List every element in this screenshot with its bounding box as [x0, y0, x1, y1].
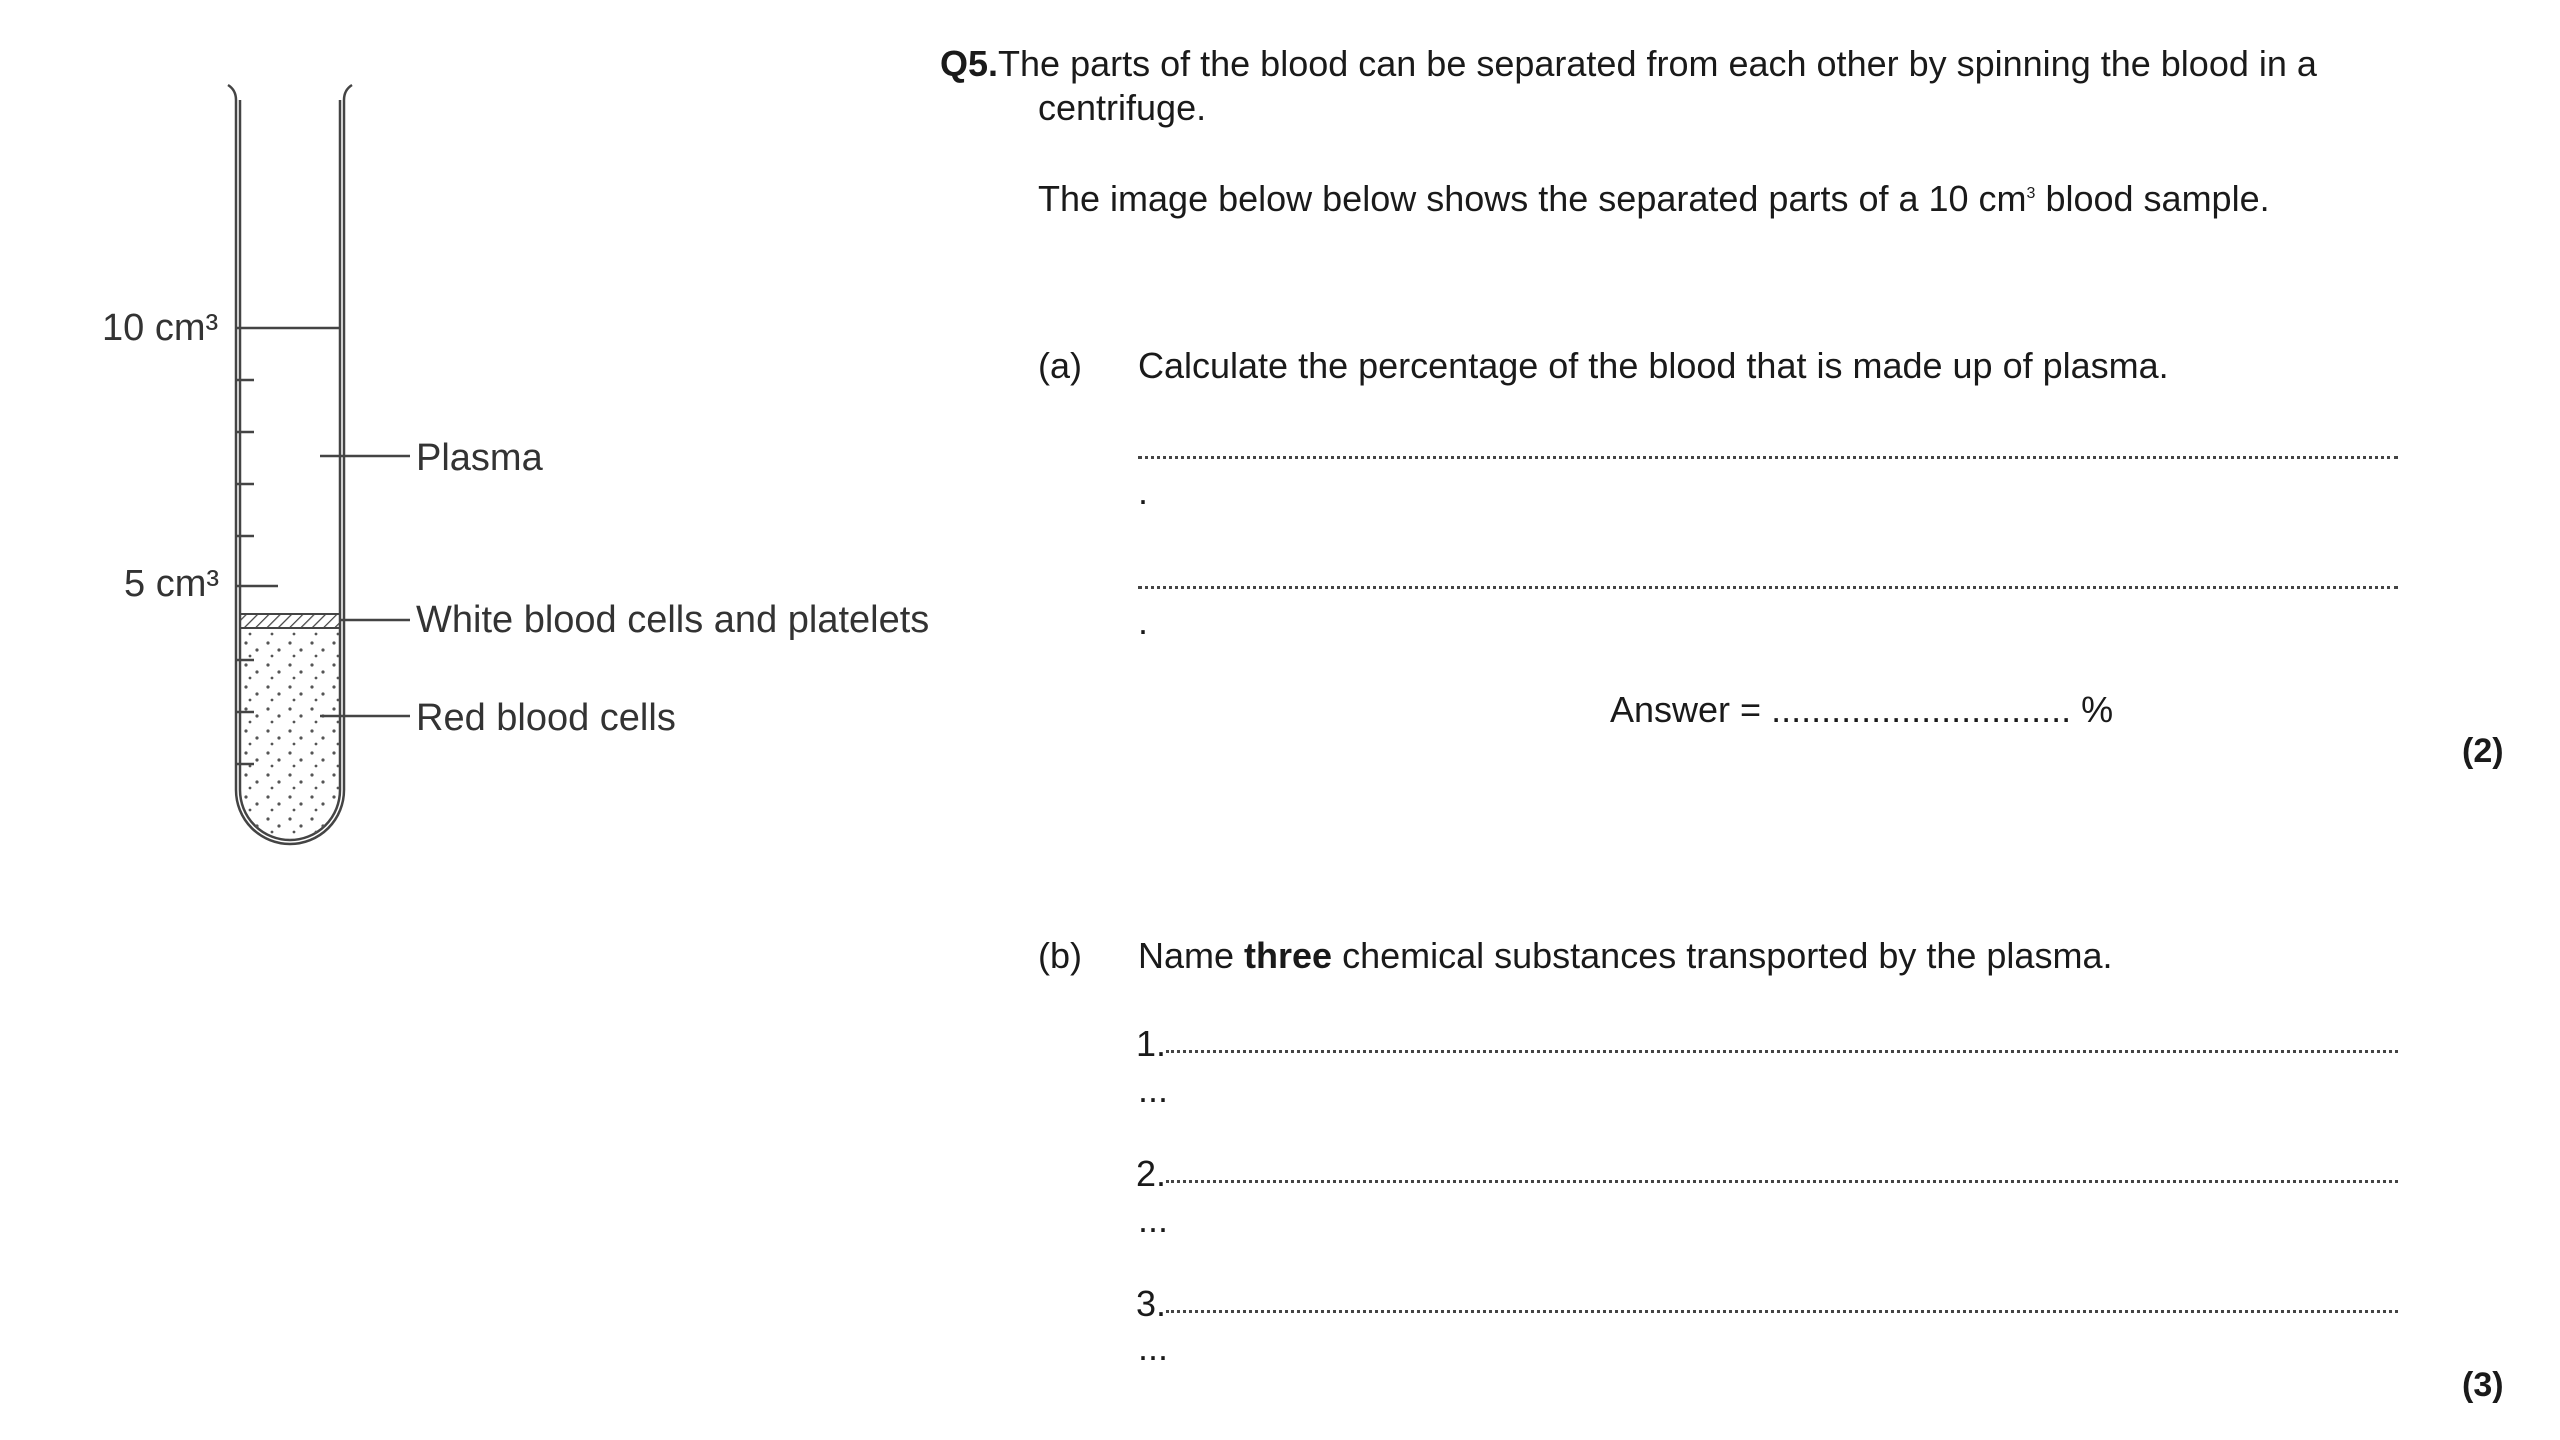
scale-label-10: 10 cm³	[102, 307, 219, 349]
test-tube-diagram	[0, 0, 960, 900]
part-a-line-2-dot: .	[1138, 601, 1149, 642]
part-a-marks: (2)	[2462, 732, 2504, 770]
part-b-text-end: chemical substances transported by the plasma.	[1332, 935, 2113, 976]
part-a-answer	[1610, 688, 2113, 732]
part-b-text-start: Name	[1138, 935, 1245, 976]
image-description-text: The image below below shows the separated parts of a 10 cm	[1038, 178, 2027, 219]
part-a-answer-line-1[interactable]	[1138, 456, 2398, 459]
answer-item-3-line[interactable]	[1166, 1310, 2398, 1313]
answer-item-3-continuation: ...	[1138, 1327, 1169, 1368]
answer-item-1-number: 1.	[1136, 1023, 1167, 1064]
part-a-line-1-dot: .	[1138, 471, 1149, 512]
label-plasma: Plasma	[416, 437, 543, 479]
scale-label-5: 5 cm³	[124, 563, 219, 605]
part-b-bold-three: three	[1244, 935, 1333, 976]
answer-item-2-line[interactable]	[1166, 1180, 2398, 1183]
part-b-label: (b)	[1038, 935, 1082, 976]
part-a-label: (a)	[1038, 345, 1082, 386]
image-description	[1038, 172, 2270, 221]
question-intro-line2: centrifuge.	[1038, 87, 1207, 128]
part-b-marks: (3)	[2462, 1366, 2504, 1404]
image-description-end: blood sample.	[2035, 178, 2270, 219]
question-intro-line1	[940, 42, 2317, 86]
part-b-question	[1138, 934, 2112, 978]
answer-item-1-line[interactable]	[1166, 1050, 2398, 1053]
label-white-blood-cells: White blood cells and platelets	[416, 599, 930, 641]
answer-item-1-continuation: ...	[1138, 1069, 1169, 1110]
superscript-3: 3	[2026, 185, 2036, 202]
part-a-question: Calculate the percentage of the blood that is made up of plasma.	[1138, 345, 2169, 386]
white-blood-cells-layer	[240, 614, 340, 628]
red-blood-cells-region	[240, 630, 340, 840]
answer-item-2-number: 2.	[1136, 1153, 1167, 1194]
answer-item-3-number: 3.	[1136, 1283, 1167, 1324]
answer-item-2-continuation: ...	[1138, 1199, 1169, 1240]
answer-blank[interactable]: ..............................	[1771, 689, 2072, 730]
answer-label: Answer =	[1610, 689, 1772, 730]
question-intro-text: The parts of the blood can be separated from each other by spinning the blood in a	[998, 43, 2317, 84]
answer-unit: %	[2081, 689, 2114, 730]
question-number: Q5.	[940, 43, 999, 84]
label-red-blood-cells: Red blood cells	[416, 697, 676, 739]
part-a-answer-line-2[interactable]	[1138, 586, 2398, 589]
